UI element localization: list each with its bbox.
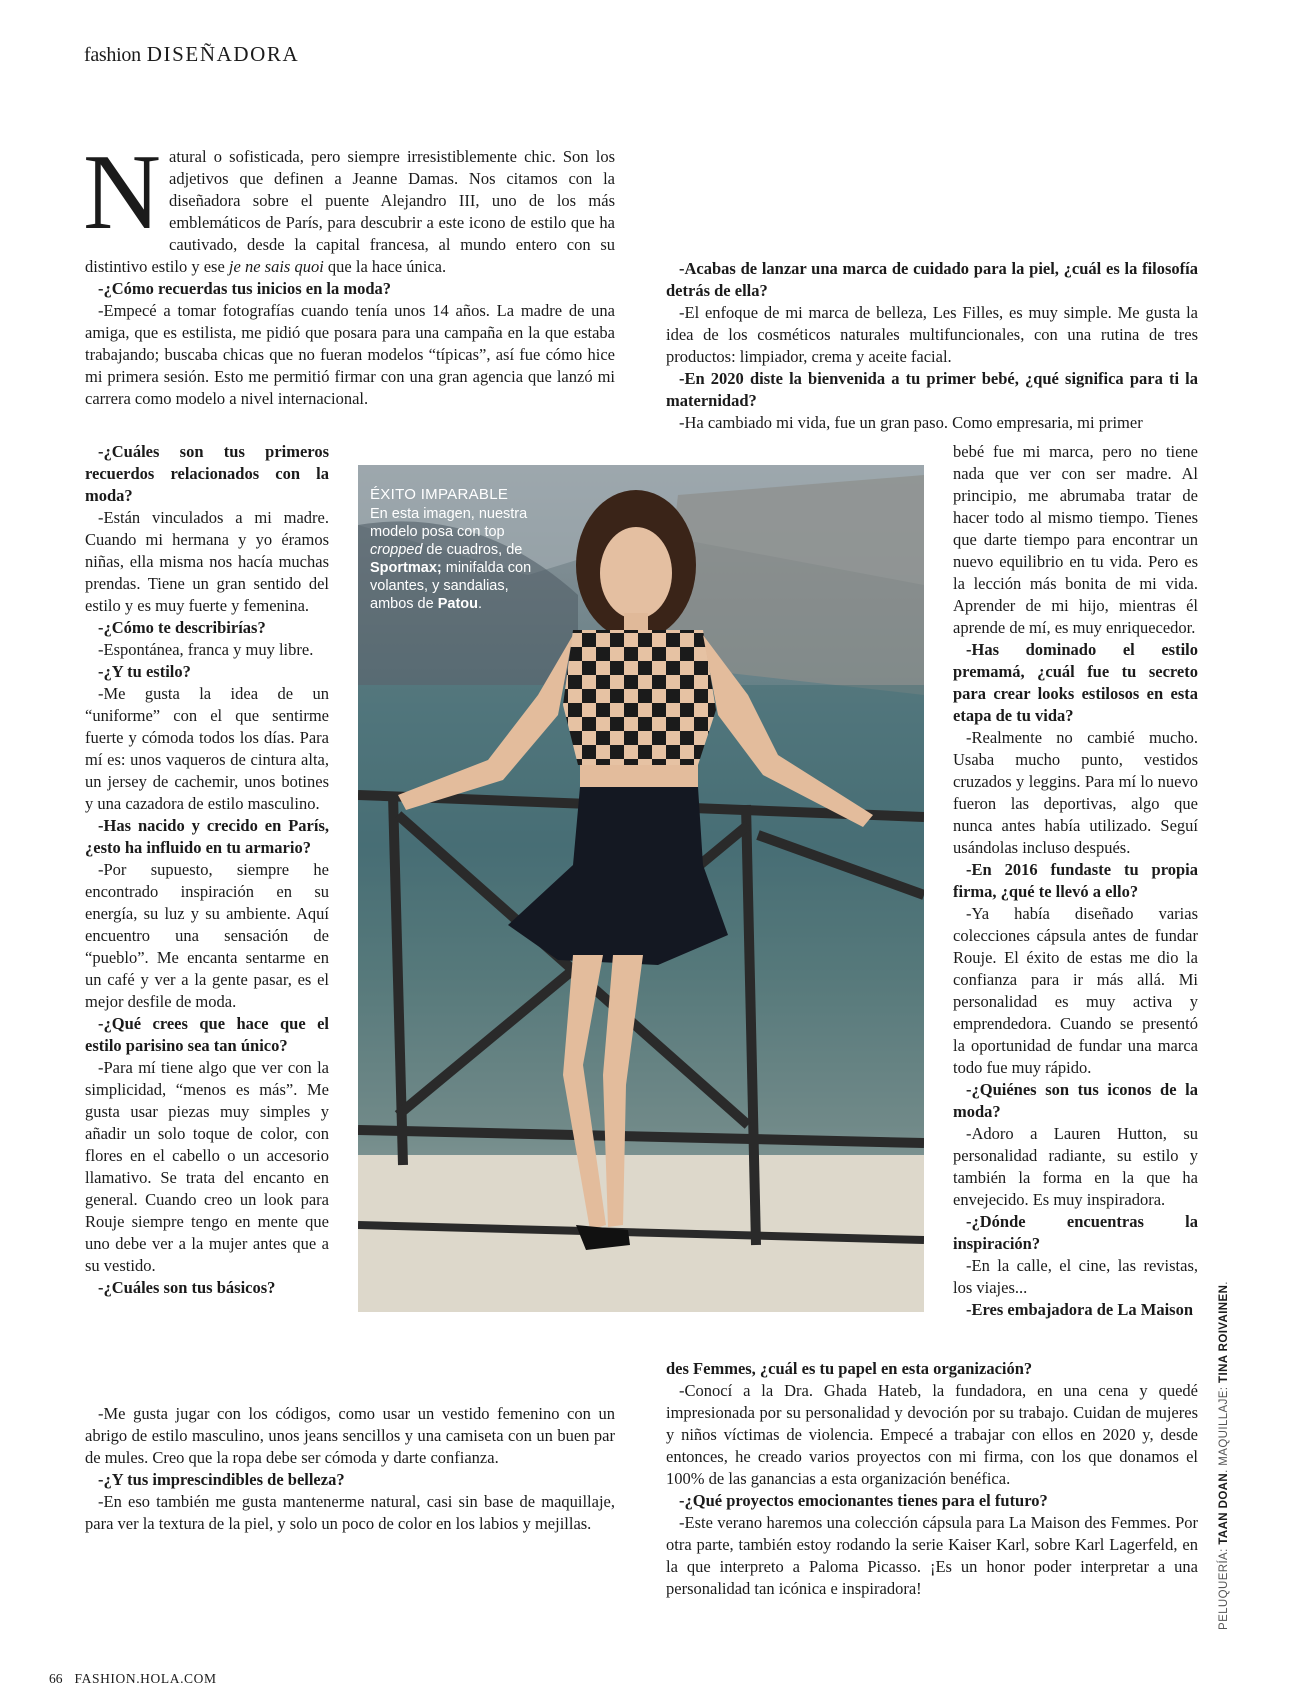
column-2-narrow [953,441,1198,1321]
interview-answer: -Me gusta la idea de un “uniforme” con el que sentirme fuerte y cómoda todos los días. Para mí es: unos vaqueros de cintura alta, un jersey de cachemir, unos botines y una cazadora de estilo masculino. [85,684,329,813]
interview-question: -En 2020 diste la bienvenida a tu primer bebé, ¿qué significa para ti la maternidad? [666,369,1198,410]
interview-question: -¿Cómo te describirías? [98,618,266,637]
column-2-bottom [666,1358,1198,1600]
interview-question: -En 2016 fundaste tu propia firma, ¿qué te llevó a ello? [953,860,1198,901]
interview-answer: -Adoro a Lauren Hutton, su personalidad radiante, su estilo y también la forma en la que ha envejecido. Es muy inspiradora. [953,1124,1198,1209]
website: FASHION.HOLA.COM [74,1671,217,1686]
interview-answer: -Por supuesto, siempre he encontrado inspiración en su energía, su luz y su ambiente. Aquí encuentro una sensación de “pueblo”. Me encanta sentarme en un café y ver a la gente pasar, es el mejor desfile de moda. [85,860,329,1011]
section-label: fashion [84,44,141,66]
interview-answer: -Este verano haremos una colección cápsula para La Maison des Femmes. Por otra parte, también estoy rodando la serie Kaiser Karl, sobre Karl Lagerfeld, en la que interpreto a Paloma Picasso. ¡Es un honor poder interpretar a una personalidad tan icónica e inspiradora! [666,1513,1198,1598]
drop-cap: N [83,133,161,252]
interview-question: -¿Qué proyectos emocionantes tienes para el futuro? [679,1491,1048,1510]
interview-answer: -Ya había diseñado varias colecciones cápsula antes de fundar Rouje. El éxito de estas me dio la confianza para ir más allá. Mi personalidad es muy activa y emprendedora. Cuando se presentó la oportunidad de fundar una marca todo fue muy rápido. [953,904,1198,1077]
interview-answer: -Para mí tiene algo que ver con la simplicidad, “menos es más”. Me gusta usar piezas muy simples y añadir un solo toque de color, con flores en el cabello o un accesorio llamativo. Se trata del encanto en general. Cuando creo un look para Rouje siempre tengo en mente que uno debe ver a la mujer antes que a su vestido. [85,1058,329,1275]
checkered-top [563,630,716,765]
interview-answer: -Me gusta jugar con los códigos, como usar un vestido femenino con un abrigo de estilo masculino, unos jeans sencillos y una camiseta con un buen par de mules. Creo que la ropa debe ser cómoda y darte confianza. [85,1404,615,1467]
page-number: 66 [49,1671,63,1686]
interview-question: -Acabas de lanzar una marca de cuidado para la piel, ¿cuál es la filosofía detrás de ella? [666,259,1198,300]
interview-question: -¿Cuáles son tus primeros recuerdos relacionados con la moda? [85,442,329,505]
midriff [580,765,698,790]
interview-answer: -Realmente no cambié mucho. Usaba mucho punto, vestidos cruzados y leggins. Para mí lo nuevo fueron las deportivas, algo que nunca antes había utilizado. Seguí usándolas incluso después. [953,728,1198,857]
interview-question: -Eres embajadora de La Maison [966,1300,1194,1319]
photo-caption [370,486,535,613]
interview-answer: bebé fue mi marca, pero no tiene nada que ver con ser madre. Al principio, me abrumaba tratar de hacer todo al mismo tiempo. Tienes que darte tiempo para encontrar un nuevo equilibrio en tu vida. Pero es la lección más bonita de mi vida. Aprender de mi hijo, mientras él aprende de mí, es muy enriquecedor. [953,442,1198,637]
interview-answer: -En eso también me gusta mantenerme natural, casi sin base de maquillaje, para ver la textura de la piel, y solo un poco de color en los labios y mejillas. [85,1492,615,1533]
caption-title: ÉXITO IMPARABLE [370,486,509,503]
interview-answer: -Ha cambiado mi vida, fue un gran paso. Como empresaria, mi primer [679,413,1143,432]
column-1-top [83,133,615,410]
interview-question: -¿Cómo recuerdas tus inicios en la moda? [98,279,392,298]
page-footer [49,1671,217,1687]
intro-paragraph: Natural o sofisticada, pero siempre irresistiblemente chic. Son los adjetivos que definen a Jeanne Damas. Nos citamos con la diseñadora sobre el puente Alejandro III, uno de los más emblemáticos de París, para descubrir a este icono de estilo que ha cautivado, desde la capital francesa, al mundo entero con su distintivo estilo y ese je ne sais quoi que la hace única. [83,133,615,276]
interview-answer: -Espontánea, franca y muy libre. [98,640,314,659]
interview-question: -¿Y tu estilo? [98,662,191,681]
photo-credits: PELUQUERÍA: TAAN DOAN. MAQUILLAJE: TINA ROIVAINEN. [1218,1281,1230,1630]
face [600,527,672,619]
interview-question: -¿Dónde encuentras la inspiración? [953,1212,1198,1253]
interview-question: -Has nacido y crecido en París, ¿esto ha influido en tu armario? [85,816,329,857]
column-1-bottom [85,1403,615,1535]
interview-question: -¿Cuáles son tus básicos? [98,1278,276,1297]
interview-question: -¿Y tus imprescindibles de belleza? [98,1470,345,1489]
interview-answer: -Están vinculados a mi madre. Cuando mi hermana y yo éramos niñas, ella misma nos hacía muchas prendas. Tiene un gran sentido del estilo y es muy fuerte y femenina. [85,508,329,615]
section-title: DISEÑADORA [146,42,300,66]
interview-question: -Has dominado el estilo premamá, ¿cuál fue tu secreto para crear looks estilosos en esta etapa de tu vida? [953,640,1198,725]
interview-answer: -Conocí a la Dra. Ghada Hateb, la fundadora, en una cena y quedé impresionada por su personalidad y devoción por su trabajo. Cuidan de mujeres y niños víctimas de violencia. Empecé a trabajar con ellos en 2020 y, desde entonces, he creado varios proyectos con mi firma, con los que donamos el 100% de las ganancias a esta organización benéfica. [666,1381,1198,1488]
interview-answer: -El enfoque de mi marca de belleza, Les Filles, es muy simple. Me gusta la idea de los cosméticos naturales multifuncionales, con una rutina de tres productos: limpiador, crema y aceite facial. [666,303,1198,366]
interview-answer: -Empecé a tomar fotografías cuando tenía unos 14 años. La madre de una amiga, que es estilista, me pidió que posara para una campaña en la que estaba trabajando; buscaba chicas que no fueran modelos “típicas”, así fue cómo hice mi primera sesión. Esto me permitió firmar con una gran agencia que lanzó mi carrera como modelo a nivel internacional. [85,301,615,408]
interview-question: -¿Quiénes son tus iconos de la moda? [953,1080,1198,1121]
caption-text: En esta imagen, nuestra modelo posa con top cropped de cuadros, de Sportmax; minifalda con volantes, y sandalias, ambos de Patou. [370,506,532,612]
interview-answer: -En la calle, el cine, las revistas, los viajes... [953,1256,1198,1297]
interview-question: des Femmes, ¿cuál es tu papel en esta organización? [666,1359,1033,1378]
page-header [84,42,299,67]
column-2-top [666,258,1198,434]
column-1-narrow [85,441,329,1299]
interview-question: -¿Qué crees que hace que el estilo parisino sea tan único? [85,1014,329,1055]
